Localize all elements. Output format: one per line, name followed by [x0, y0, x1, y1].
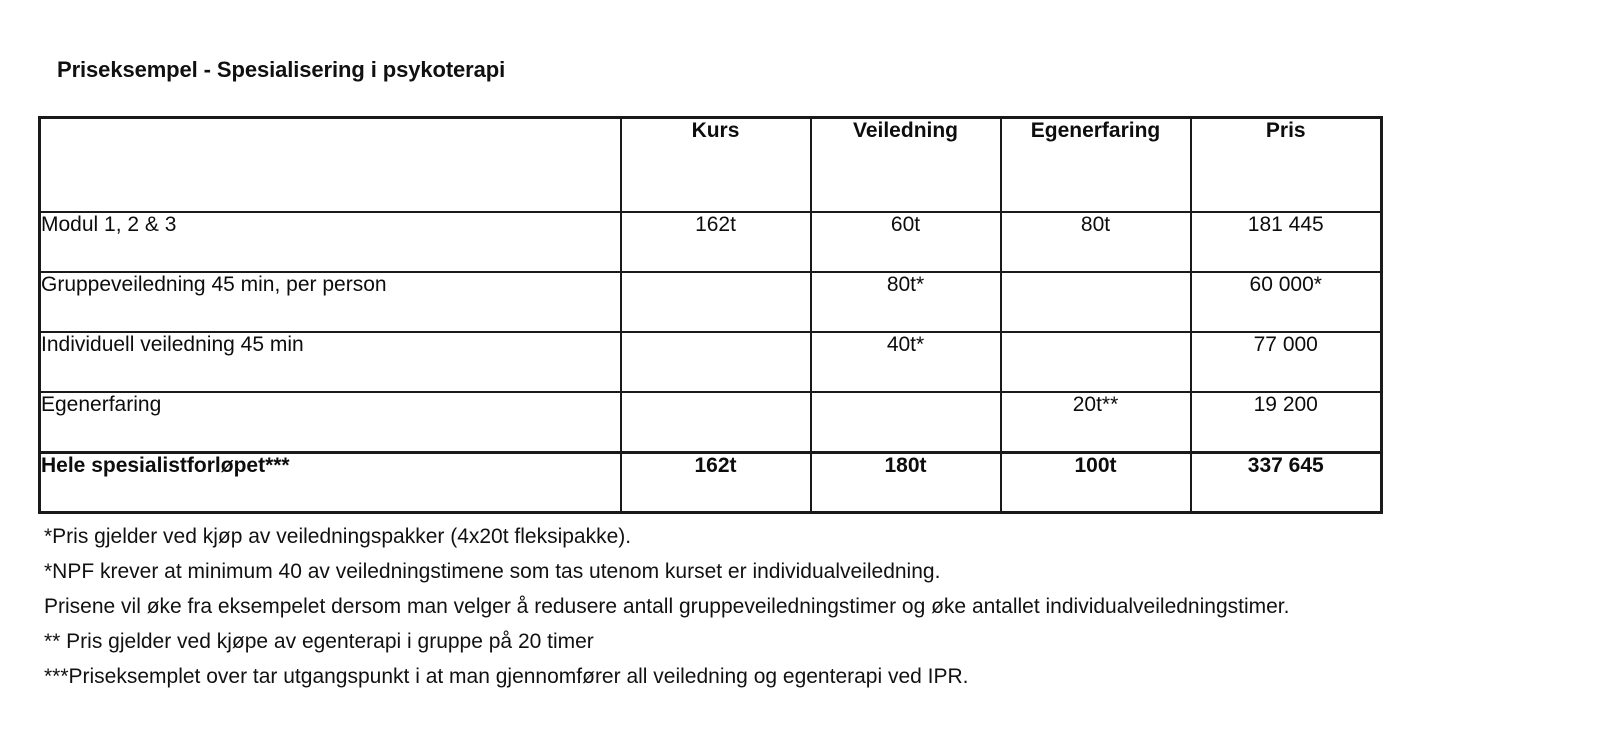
cell-veiledning: [811, 392, 1001, 452]
cell-pris: 337 645: [1191, 452, 1382, 512]
row-label: Gruppeveiledning 45 min, per person: [40, 272, 621, 332]
column-header-egenerfaring: Egenerfaring: [1001, 118, 1191, 213]
page-title: Priseksempel - Spesialisering i psykoterapi: [57, 57, 506, 82]
cell-pris: 60 000*: [1191, 272, 1382, 332]
cell-veiledning: 40t*: [811, 332, 1001, 392]
column-header-kurs: Kurs: [621, 118, 811, 213]
cell-pris: 181 445: [1191, 212, 1382, 272]
cell-veiledning: 180t: [811, 452, 1001, 512]
cell-egenerfaring: 20t**: [1001, 392, 1191, 452]
cell-veiledning: 60t: [811, 212, 1001, 272]
table-body: [40, 212, 1382, 512]
footnote-line: ** Pris gjelder ved kjøpe av egenterapi i gruppe på 20 timer: [44, 630, 594, 653]
footnote-line: *Pris gjelder ved kjøp av veiledningspakker (4x20t fleksipakke).: [44, 525, 632, 548]
footnote-line: ***Priseksemplet over tar utgangspunkt i at man gjennomfører all veiledning og egenterapi ved IPR.: [44, 665, 969, 688]
column-header-label: [40, 118, 621, 213]
row-label: Individuell veiledning 45 min: [40, 332, 621, 392]
cell-kurs: [621, 392, 811, 452]
footnotes-block: [44, 519, 1564, 694]
table-row-total: [40, 452, 1382, 512]
cell-kurs: [621, 272, 811, 332]
cell-kurs: [621, 332, 811, 392]
column-header-veiledning: Veiledning: [811, 118, 1001, 213]
cell-kurs: 162t: [621, 452, 811, 512]
row-label: Modul 1, 2 & 3: [40, 212, 621, 272]
table-row: [40, 392, 1382, 452]
footnote-line: Prisene vil øke fra eksempelet dersom man velger å redusere antall gruppeveiledningstimer og øke antallet individualveiledningstimer.: [44, 595, 1290, 618]
table-row: [40, 272, 1382, 332]
cell-egenerfaring: 80t: [1001, 212, 1191, 272]
cell-egenerfaring: [1001, 332, 1191, 392]
table-header-row: [40, 118, 1382, 213]
table-header: [40, 118, 1382, 213]
column-header-pris: Pris: [1191, 118, 1382, 213]
cell-kurs: 162t: [621, 212, 811, 272]
cell-egenerfaring: [1001, 272, 1191, 332]
table-row: [40, 212, 1382, 272]
price-example-table: [38, 116, 1383, 514]
row-label: Egenerfaring: [40, 392, 621, 452]
cell-pris: 19 200: [1191, 392, 1382, 452]
table-row: [40, 332, 1382, 392]
cell-veiledning: 80t*: [811, 272, 1001, 332]
footnote-line: *NPF krever at minimum 40 av veiledningstimene som tas utenom kurset er individualveiledning.: [44, 560, 941, 583]
row-label: Hele spesialistforløpet***: [40, 452, 621, 512]
cell-pris: 77 000: [1191, 332, 1382, 392]
cell-egenerfaring: 100t: [1001, 452, 1191, 512]
